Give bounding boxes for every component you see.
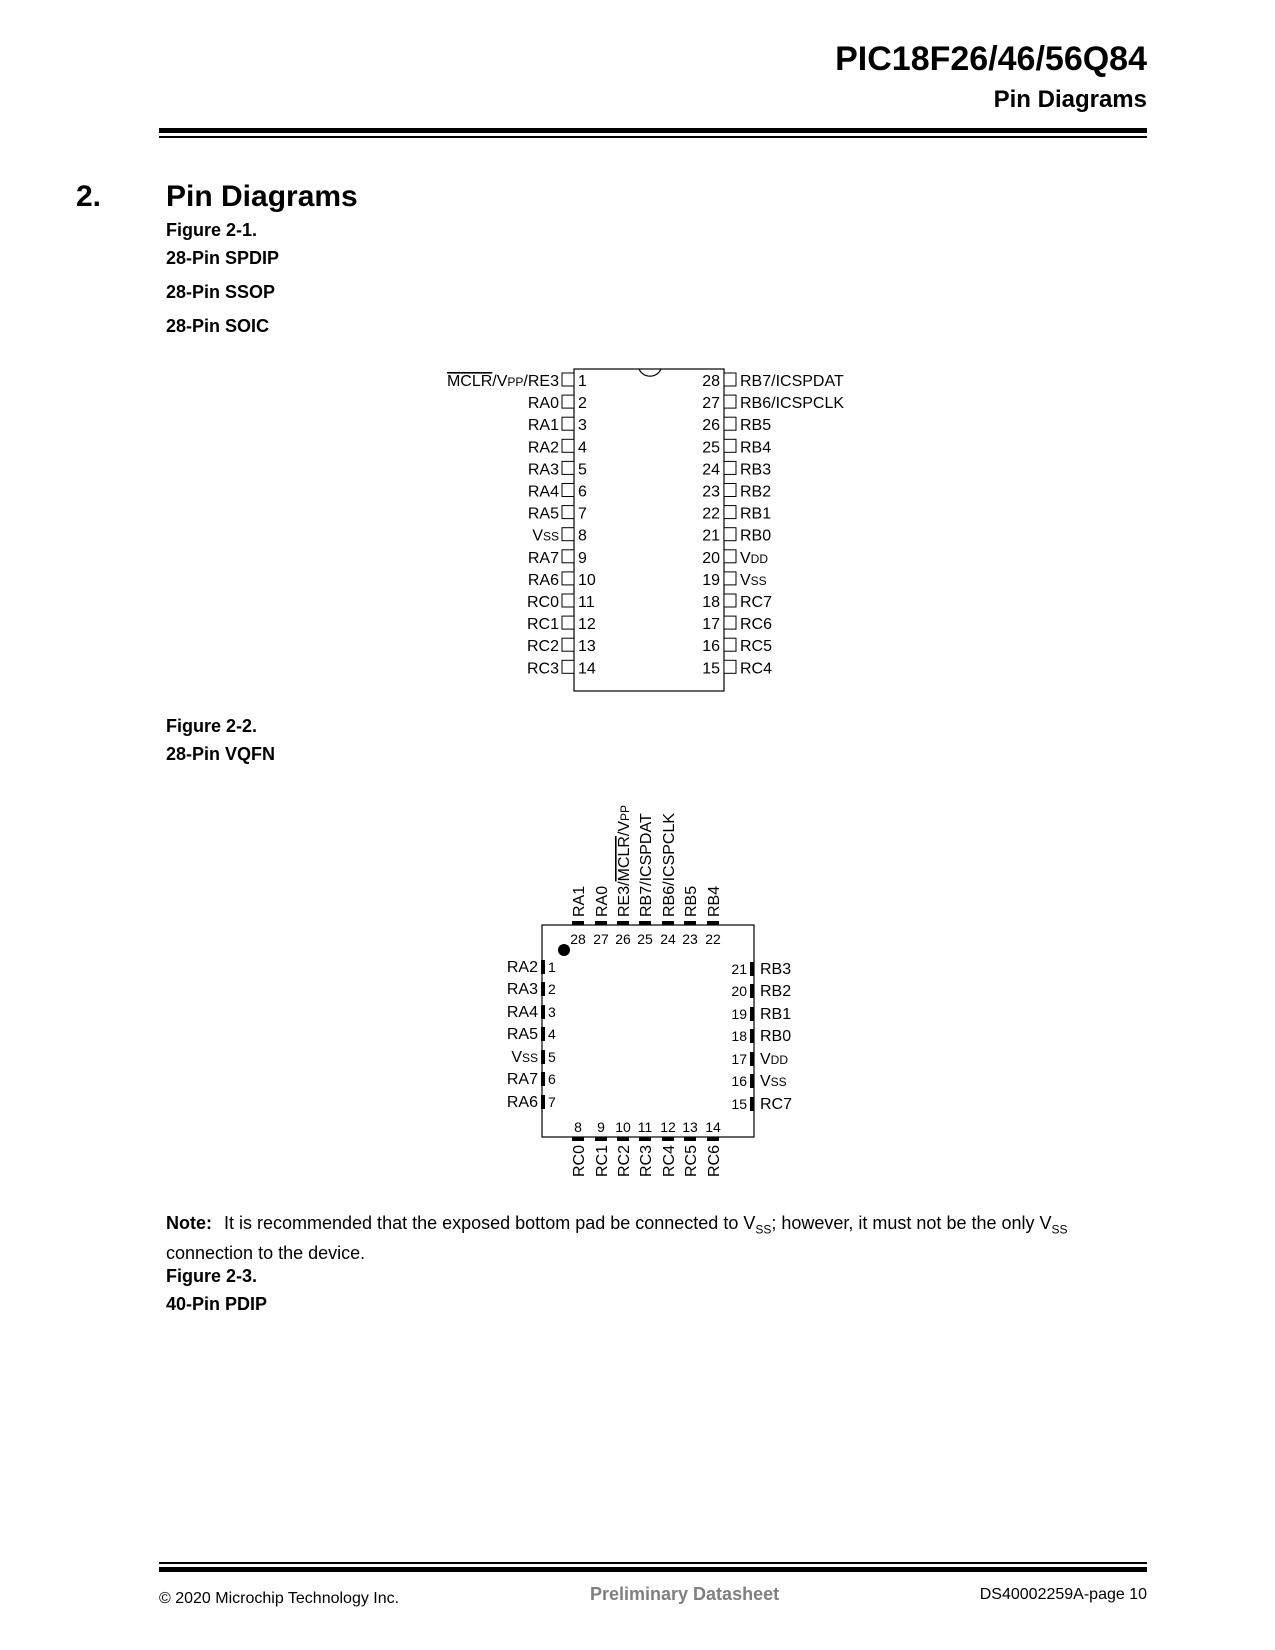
vqfn-pin-19-number: 19 [731,1006,747,1022]
dip-pin-5-pad [562,461,574,474]
vqfn-pin-16-number: 16 [731,1073,747,1089]
vqfn-pin-15-number: 15 [731,1096,747,1112]
vqfn-pin-14-number: 14 [705,1119,721,1135]
note-sub-2: SS [1051,1222,1068,1237]
footer-copyright: © 2020 Microchip Technology Inc. [159,1590,400,1607]
vqfn-pin-11-pad [639,1137,651,1141]
vqfn-pin-25-number: 25 [637,931,653,947]
dip-pin-9-label: RA7 [527,549,559,567]
dip-pin-12-number: 12 [578,616,596,634]
dip-pin-21-pad [724,528,736,541]
footer-center-label: Preliminary Datasheet [590,1584,780,1604]
dip-pin-24-label: RB3 [740,461,772,479]
footer-rule-thin [159,1562,1147,1564]
dip-pin-15-number: 15 [702,660,720,678]
dip-pin-26-number: 26 [702,417,720,435]
dip-pin-16-number: 16 [702,638,720,656]
dip-pin-8-pad [562,528,574,541]
vqfn-pin-9-number: 9 [597,1119,605,1135]
vqfn-pin-21-number: 21 [731,961,747,977]
vqfn-pin-26-pad [617,921,629,925]
vqfn-pin-23-pad [684,921,696,925]
vqfn-pin-3-pad [541,1005,545,1019]
document-subtitle: Pin Diagrams [993,86,1147,113]
dip-pin-10-pad [562,572,574,585]
vqfn-pin-8-pad [572,1137,584,1141]
note-text-3: connection to the device. [166,1242,366,1263]
vqfn-pin-21-pad [750,962,754,976]
vqfn-pin-11-number: 11 [637,1119,653,1135]
dip-28-diagram [0,0,1275,720]
dip-pin-3-number: 3 [578,417,587,435]
vqfn-pin-17-pad [750,1052,754,1066]
dip-pin-20-pad [724,550,736,563]
vqfn-pin-4-number: 4 [548,1026,556,1042]
figure-1-package-spdip: 28-Pin SPDIP [166,248,280,268]
vqfn-pin-25-pad [639,921,651,925]
footer-page-number: DS40002259A-page 10 [979,1586,1147,1603]
dip-pin-20-label: VDD [740,549,769,567]
vqfn-pin-5-label: VSS [511,1049,538,1066]
vqfn-pin-10-label: RC2 [616,1145,633,1178]
vqfn-pin-10-pad [617,1137,629,1141]
dip-pin-15-label: RC4 [740,660,773,678]
vqfn-pin-3-number: 3 [548,1004,556,1020]
vqfn-pin-22-number: 22 [705,931,721,947]
vqfn-pin-7-pad [541,1095,545,1109]
note-text-2: ; however, it must not be the only V [771,1213,1052,1233]
dip-pin-1-number: 1 [578,373,587,390]
note-sub-1: SS [755,1222,772,1237]
dip-pin-3-pad [562,417,574,430]
dip-pin-9-pad [562,550,574,563]
figure-1-package-soic: 28-Pin SOIC [166,316,270,336]
vqfn-pin-20-number: 20 [731,983,747,999]
dip-pin-8-number: 8 [578,527,587,545]
vqfn-pin-12-label: RC4 [661,1145,678,1178]
vqfn-pin-10-number: 10 [615,1119,631,1135]
vqfn-pin-20-label: RB2 [760,983,792,1000]
figure-2-label: Figure 2-2. [166,716,258,736]
vqfn-pin-12-pad [662,1137,674,1141]
dip-pin-2-number: 2 [578,395,587,413]
dip-pin-13-pad [562,638,574,651]
dip-pin-1-label: MCLR/VPP/RE3 [446,373,559,390]
dip-pin-18-number: 18 [702,594,720,611]
dip-pin-14-number: 14 [578,660,596,678]
dip-pin-2-pad [562,395,574,408]
vqfn-pin-27-number: 27 [593,931,609,947]
vqfn-28-diagram [0,780,1275,1190]
dip-pin-12-label: RC1 [526,616,559,634]
dip-pin-27-label: RB6/ICSPCLK [740,395,845,413]
vqfn-pin-1-number: 1 [548,959,556,975]
dip-pin-19-label: VSS [740,571,767,589]
dip-pin-8-label: VSS [532,527,559,545]
dip-pin-7-number: 7 [578,505,587,523]
vqfn-pin-19-label: RB1 [760,1006,792,1023]
dip-pin-22-pad [724,506,736,519]
figure-2-package: 28-Pin VQFN [166,744,276,764]
dip-pin-2-label: RA0 [527,395,559,413]
vqfn-pin-3-label: RA4 [506,1004,538,1021]
dip-pin-21-label: RB0 [740,527,772,545]
dip-pin-7-pad [562,506,574,519]
dip-pin-14-pad [562,660,574,673]
dip-pin-28-pad [724,373,736,386]
dip-pin-19-number: 19 [702,571,720,589]
vqfn-pin-17-label: VDD [760,1051,789,1068]
vqfn-pin-15-pad [750,1097,754,1111]
figure-3-package: 40-Pin PDIP [166,1294,268,1314]
vqfn-pin-27-label: RA0 [594,885,611,917]
vqfn-pin-11-label: RC3 [638,1145,655,1178]
dip-pin-28-number: 28 [702,373,720,390]
section-number: 2. [76,180,102,213]
dip-pin-26-pad [724,417,736,430]
vqfn-pin-13-number: 13 [682,1119,698,1135]
document-title: PIC18F26/46/56Q84 [835,40,1147,78]
vqfn-pin-24-number: 24 [660,931,676,947]
dip-pin-25-label: RB4 [740,439,772,457]
dip-pin-22-number: 22 [702,505,720,523]
vqfn-pin-22-pad [707,921,719,925]
dip-pin-15-pad [724,660,736,673]
vqfn-pin-2-number: 2 [548,981,556,997]
vqfn-pin-22-label: RB4 [706,885,723,917]
figure-1-label: Figure 2-1. [166,220,258,240]
dip-pin-7-label: RA5 [527,505,559,523]
vqfn-pin-4-label: RA5 [506,1026,538,1043]
vqfn-pin-9-pad [595,1137,607,1141]
dip-pin-6-number: 6 [578,483,587,501]
note-text-1: It is recommended that the exposed bottom pad be connected to V [224,1213,756,1233]
vqfn-pin-17-number: 17 [731,1051,747,1067]
dip-pin-11-number: 11 [578,594,595,611]
dip-pin-16-label: RC5 [740,638,773,656]
dip-pin-22-label: RB1 [740,505,772,523]
dip-pin-18-pad [724,594,736,607]
dip-pin-6-label: RA4 [527,483,559,501]
vqfn-pin-6-pad [541,1072,545,1086]
vqfn-pin-2-pad [541,982,545,996]
vqfn-pin-26-label: RE3/MCLR/VPP [616,804,633,917]
dip-pin-11-pad [562,594,574,607]
vqfn-pin-9-label: RC1 [594,1145,611,1178]
dip-pin-4-pad [562,439,574,452]
dip-pin-23-label: RB2 [740,483,772,501]
vqfn-pin-20-pad [750,984,754,998]
vqfn-pin-14-label: RC6 [706,1145,723,1178]
note-label: Note: [166,1213,212,1233]
vqfn-pin-2-label: RA3 [506,981,538,998]
dip-pin-24-pad [724,461,736,474]
dip-pin-24-number: 24 [702,461,720,479]
dip-pin-10-number: 10 [578,571,596,589]
vqfn-pin-7-number: 7 [548,1094,556,1110]
vqfn-pin-18-pad [750,1029,754,1043]
dip-pin-4-number: 4 [578,439,587,457]
vqfn-pin-12-number: 12 [660,1119,676,1135]
dip-pin-16-pad [724,638,736,651]
vqfn-pin-18-label: RB0 [760,1028,792,1045]
vqfn-pin-28-number: 28 [570,931,586,947]
vqfn-pin-26-number: 26 [615,931,631,947]
dip-pin-13-number: 13 [578,638,596,656]
vqfn-pin-28-pad [572,921,584,925]
vqfn-pin-4-pad [541,1027,545,1041]
figure-1-package-ssop: 28-Pin SSOP [166,282,276,302]
dip-pin-25-number: 25 [702,439,720,457]
vqfn-pin-18-number: 18 [731,1028,747,1044]
vqfn-pin-25-label: RB7/ICSPDAT [638,813,655,917]
dip-pin-3-label: RA1 [527,417,559,435]
pin-1-indicator [558,944,570,956]
vqfn-pin-13-label: RC5 [683,1145,700,1178]
vqfn-pin-15-label: RC7 [760,1096,793,1113]
vqfn-pin-1-label: RA2 [506,959,538,976]
vqfn-pin-6-label: RA7 [506,1071,538,1088]
dip-pin-26-label: RB5 [740,417,772,435]
dip-pin-5-number: 5 [578,461,587,479]
section-title: Pin Diagrams [166,180,358,213]
dip-pin-1-pad [562,373,574,386]
dip-pin-6-pad [562,484,574,497]
dip-pin-11-label: RC0 [526,594,559,611]
vqfn-pin-27-pad [595,921,607,925]
dip-pin-4-label: RA2 [527,439,559,457]
dip-pin-21-number: 21 [702,527,720,545]
vqfn-pin-21-label: RB3 [760,961,792,978]
dip-pin-19-pad [724,572,736,585]
vqfn-pin-8-label: RC0 [571,1145,588,1178]
vqfn-pin-16-pad [750,1074,754,1088]
figure-3-label: Figure 2-3. [166,1266,258,1286]
dip-pin-27-number: 27 [702,395,720,413]
vqfn-pin-5-pad [541,1050,545,1064]
vqfn-pin-16-label: VSS [760,1073,787,1090]
vqfn-pin-7-label: RA6 [506,1094,538,1111]
vqfn-pin-23-label: RB5 [683,885,700,917]
dip-pin-28-label: RB7/ICSPDAT [740,373,844,390]
dip-pin-20-number: 20 [702,549,720,567]
dip-pin-9-number: 9 [578,549,587,567]
dip-pin-18-label: RC7 [740,594,773,611]
dip-pin-14-label: RC3 [526,660,559,678]
note-paragraph [166,1212,1126,1265]
vqfn-package-body [542,925,754,1137]
dip-pin-17-number: 17 [702,616,720,634]
dip-pin-10-label: RA6 [527,571,559,589]
vqfn-pin-14-pad [707,1137,719,1141]
vqfn-pin-1-pad [541,960,545,974]
dip-pin-13-label: RC2 [526,638,559,656]
dip-pin-17-pad [724,616,736,629]
vqfn-pin-8-number: 8 [574,1119,582,1135]
vqfn-pin-13-pad [684,1137,696,1141]
dip-pin-12-pad [562,616,574,629]
dip-pin-23-pad [724,484,736,497]
vqfn-pin-5-number: 5 [548,1049,556,1065]
dip-pin-17-label: RC6 [740,616,773,634]
vqfn-pin-28-label: RA1 [571,885,588,917]
vqfn-pin-6-number: 6 [548,1071,556,1087]
dip-pin-25-pad [724,439,736,452]
footer-rule-thick [159,1567,1147,1572]
vqfn-pin-24-label: RB6/ICSPCLK [661,812,678,917]
vqfn-pin-19-pad [750,1007,754,1021]
dip-pin-23-number: 23 [702,483,720,501]
vqfn-pin-24-pad [662,921,674,925]
dip-pin-27-pad [724,395,736,408]
vqfn-pin-23-number: 23 [682,931,698,947]
dip-pin-5-label: RA3 [527,461,559,479]
